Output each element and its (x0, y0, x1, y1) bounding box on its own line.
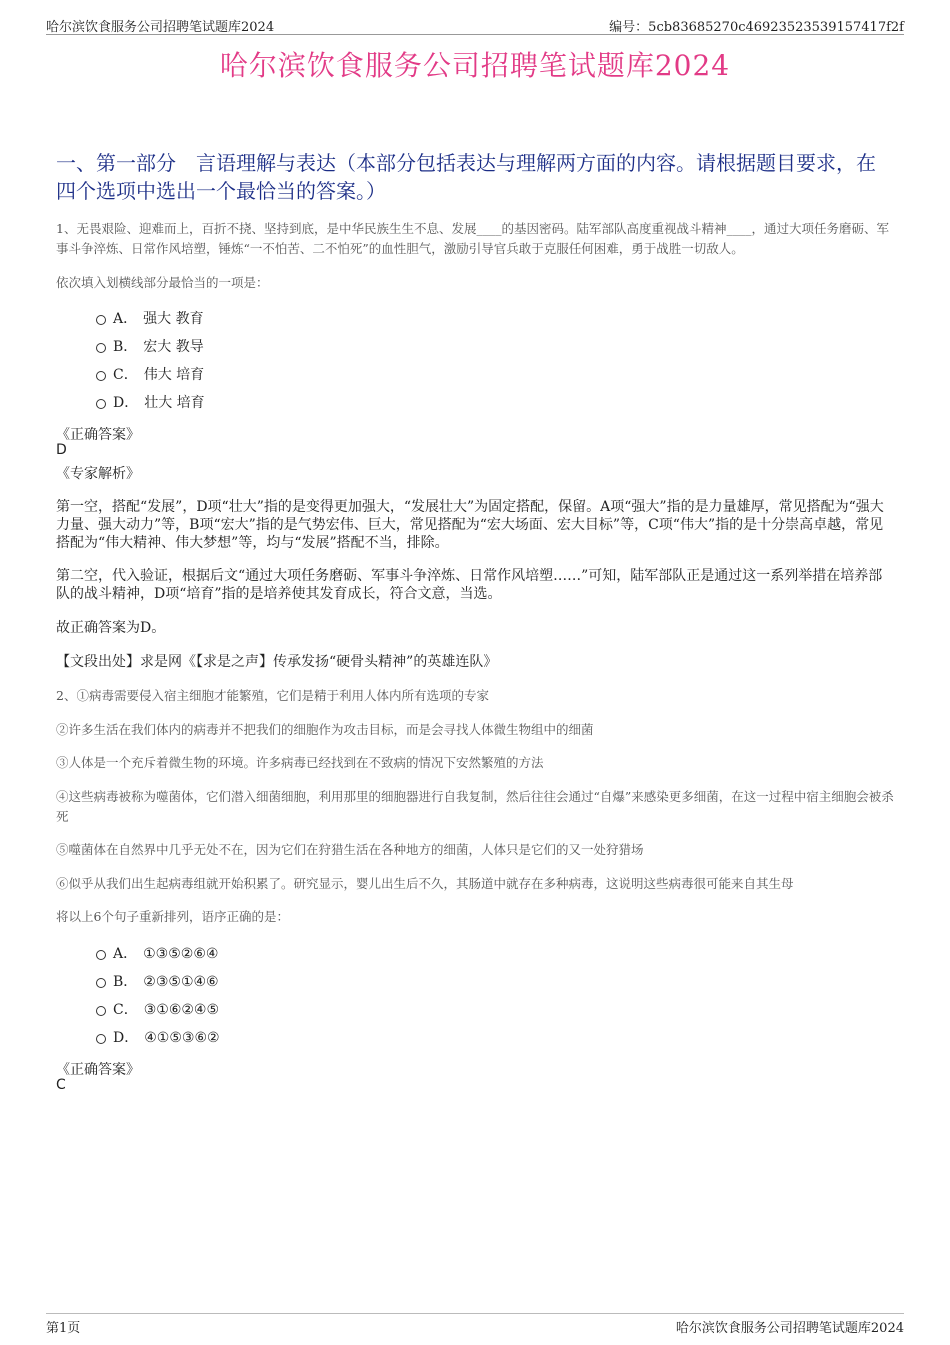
q2-sentence-5: ⑤噬菌体在自然界中几乎无处不在，因为它们在狩猎生活在各种地方的细菌，人体只是它们的又一处狩猎场 (56, 842, 644, 857)
option-text: ③①⑥②④⑤ (143, 1002, 220, 1018)
option-text: ②③⑤①④⑥ (143, 974, 219, 990)
option-letter: B． (113, 974, 138, 990)
q1-prompt: 依次填入划横线部分最恰当的一项是： (56, 275, 269, 290)
q1-text: 1、无畏艰险、迎难而上，百折不挠、坚持到底，是中华民族生生不息、发展____的基因密码。陆军部队高度重视战斗精神____，通过大项任务磨砺、军事斗争淬炼、日常作风培塑，锤炼“一不怕苦、二不怕死”的血性胆气，激励引导官兵敢于克服任何困难，勇于战胜一切敌人。 (56, 221, 889, 256)
q1-option-a[interactable] (96, 309, 204, 329)
radio-icon (96, 315, 106, 325)
radio-icon (96, 399, 106, 409)
option-text: 强大 教育 (143, 311, 204, 327)
q2-prompt: 将以上6个句子重新排列，语序正确的是： (56, 909, 289, 924)
page-footer (46, 1313, 904, 1334)
q1-answer-label: 《正确答案》 (56, 427, 140, 443)
option-text: ①③⑤②⑥④ (143, 946, 219, 962)
option-letter: C． (113, 1002, 138, 1018)
q1-option-c[interactable] (96, 365, 204, 385)
q2-option-c[interactable] (96, 1000, 219, 1020)
page-title: 哈尔滨饮食服务公司招聘笔试题库2024 (219, 49, 731, 82)
q2-sentence-1: 2、①病毒需要侵入宿主细胞才能繁殖，它们是精于利用人体内所有选项的专家 (56, 688, 489, 703)
q2-option-a[interactable] (96, 944, 218, 964)
q2-option-b[interactable] (96, 972, 219, 992)
q1-source: 【文段出处】求是网《【求是之声】传承发扬“硬骨头精神”的英雄连队》 (56, 654, 498, 670)
q1-analysis-para-3: 故正确答案为D。 (56, 620, 166, 636)
q1-option-b[interactable] (96, 337, 204, 357)
footer-doc-title: 哈尔滨饮食服务公司招聘笔试题库2024 (675, 1321, 904, 1336)
header-doc-title: 哈尔滨饮食服务公司招聘笔试题库2024 (46, 20, 275, 35)
option-letter: D． (113, 1030, 139, 1046)
q1-answer: D (56, 442, 67, 458)
footer-page-number: 第1页 (46, 1321, 81, 1336)
q1-analysis-para-2: 第二空，代入验证，根据后文“通过大项任务磨砺、军事斗争淬炼、日常作风培塑……”可知，陆军部队正是通过这一系列举措在培养部队的战斗精神，D项“培育”指的是培养使其发育成长，符合文意，当选。 (56, 568, 883, 602)
option-text: 壮大 培育 (144, 395, 205, 411)
option-letter: D． (113, 395, 139, 411)
option-text: ④①⑤③⑥② (144, 1030, 220, 1046)
q2-sentence-2: ②许多生活在我们体内的病毒并不把我们的细胞作为攻击目标，而是会寻找人体微生物组中的细菌 (56, 722, 594, 737)
q1-analysis-para-1: 第一空，搭配“发展”，D项“壮大”指的是变得更加强大，“发展壮大”为固定搭配，保留。A项“强大”指的是力量雄厚，常见搭配为“强大力量、强大动力”等，B项“宏大”指的是气势宏伟、巨大，常见搭配为“宏大场面、宏大目标”等，C项“伟大”指的是十分崇高卓越，常见搭配为“伟大精神、伟大梦想”等，均与“发展”搭配不当，排除。 (56, 499, 884, 551)
q2-sentence-4: ④这些病毒被称为噬菌体，它们潜入细菌细胞，利用那里的细胞器进行自我复制，然后往往会通过“自爆”来感染更多细菌，在这一过程中宿主细胞会被杀死 (56, 789, 894, 824)
radio-icon (96, 978, 106, 988)
q2-answer-label: 《正确答案》 (56, 1062, 140, 1078)
radio-icon (96, 371, 106, 381)
header-doc-id: 编号：5cb83685270c46923523539157417f2f (609, 20, 904, 35)
option-letter: A． (113, 946, 138, 962)
q2-sentence-6: ⑥似乎从我们出生起病毒组就开始积累了。研究显示，婴儿出生后不久，其肠道中就存在多种病毒，这说明这些病毒很可能来自其生母 (56, 876, 794, 891)
section-heading: 一、第一部分 言语理解与表达（本部分包括表达与理解两方面的内容。请根据题目要求，在四个选项中选出一个最恰当的答案。） (56, 151, 876, 203)
radio-icon (96, 1006, 106, 1016)
option-text: 宏大 教导 (143, 339, 204, 355)
option-letter: B． (113, 339, 138, 355)
option-letter: A． (113, 311, 138, 327)
page-header (46, 14, 904, 35)
option-text: 伟大 培育 (143, 367, 205, 383)
q2-sentence-3: ③人体是一个充斥着微生物的环境。许多病毒已经找到在不致病的情况下安然繁殖的方法 (56, 755, 544, 770)
radio-icon (96, 343, 106, 353)
radio-icon (96, 950, 106, 960)
q1-analysis-label: 《专家解析》 (56, 466, 140, 482)
q2-answer: C (56, 1077, 66, 1093)
radio-icon (96, 1034, 106, 1044)
q1-option-d[interactable] (96, 393, 205, 413)
q2-option-d[interactable] (96, 1028, 220, 1048)
option-letter: C． (113, 367, 138, 383)
